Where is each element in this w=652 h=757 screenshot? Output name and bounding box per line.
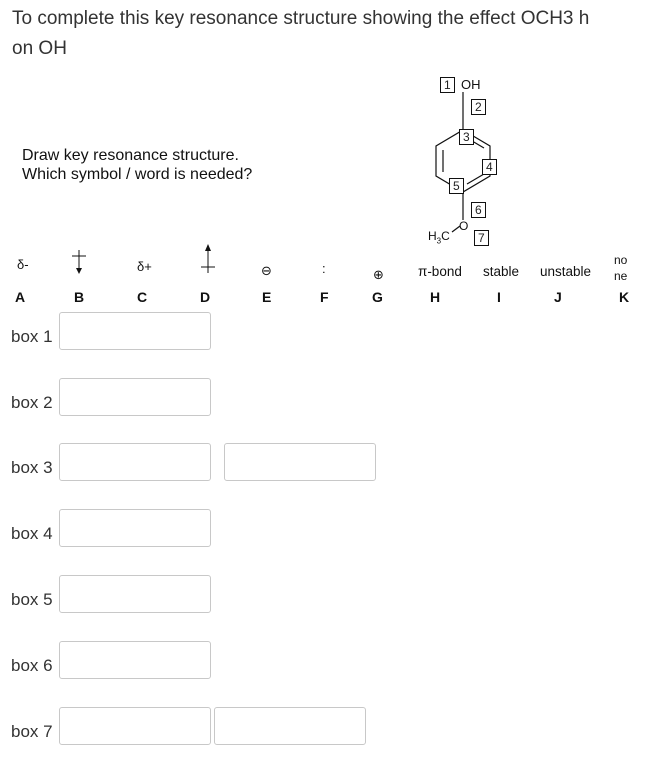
box-6-answer-field[interactable]	[59, 641, 211, 679]
box-5-answer-field[interactable]	[59, 575, 211, 613]
lone-pair-icon: :	[322, 261, 326, 276]
structure-box-3: 3	[459, 129, 474, 145]
row-label-box-6: box 6	[11, 656, 53, 675]
row-label-box-1: box 1	[11, 327, 53, 346]
word-unstable: unstable	[540, 264, 592, 279]
row-label-box-7: box 7	[11, 722, 53, 741]
negative-charge-icon: ⊖	[261, 263, 272, 278]
row-label-box-4: box 4	[11, 524, 53, 543]
question-line-2: on OH	[12, 38, 67, 59]
option-letter-k: K	[619, 289, 630, 305]
box-1-answer-field[interactable]	[59, 312, 211, 350]
structure-box-4: 4	[482, 159, 497, 175]
structure-box-5: 5	[449, 178, 464, 194]
oxygen-label: O	[459, 219, 469, 233]
prompt-line-2: Which symbol / word is needed?	[22, 166, 253, 183]
word-stable: stable	[483, 264, 520, 279]
structure-box-6: 6	[471, 202, 486, 218]
row-label-box-5: box 5	[11, 590, 53, 609]
structure-box-2: 2	[471, 99, 486, 115]
option-letter-b: B	[74, 289, 85, 305]
option-letter-j: J	[554, 289, 562, 305]
box-3-answer-field-2[interactable]	[224, 443, 376, 481]
symbol-delta-minus: δ-	[17, 257, 29, 272]
arrow-up-icon	[197, 241, 219, 277]
structure-box-7: 7	[474, 230, 489, 246]
box-7-answer-field-1[interactable]	[59, 707, 211, 745]
prompt-line-1: Draw key resonance structure.	[22, 147, 239, 164]
option-letter-a: A	[15, 289, 26, 305]
word-pi-bond: π-bond	[418, 264, 462, 279]
row-label-box-3: box 3	[11, 458, 53, 477]
methyl-label: $H_3C$	[428, 229, 450, 246]
arrow-down-icon	[68, 248, 90, 276]
symbol-delta-plus: δ+	[137, 259, 152, 274]
positive-charge-icon: ⊕	[373, 267, 384, 282]
option-letter-d: D	[200, 289, 211, 305]
option-letter-h: H	[430, 289, 441, 305]
row-label-box-2: box 2	[11, 393, 53, 412]
box-2-answer-field[interactable]	[59, 378, 211, 416]
structure-box-1: 1	[440, 77, 455, 93]
option-letter-e: E	[262, 289, 272, 305]
oh-label: OH	[461, 77, 481, 92]
question-text	[12, 4, 652, 64]
box-7-answer-field-2[interactable]	[214, 707, 366, 745]
option-letter-i: I	[497, 289, 501, 305]
option-letter-f: F	[320, 289, 329, 305]
question-line-1: To complete this key resonance structure showing the effect OCH3 h	[12, 8, 590, 29]
word-none-line-1: no	[614, 253, 628, 267]
structure-prompt	[22, 146, 252, 184]
word-none-line-2: ne	[614, 269, 628, 283]
option-letter-g: G	[372, 289, 383, 305]
box-3-answer-field-1[interactable]	[59, 443, 211, 481]
option-letter-c: C	[137, 289, 148, 305]
box-4-answer-field[interactable]	[59, 509, 211, 547]
